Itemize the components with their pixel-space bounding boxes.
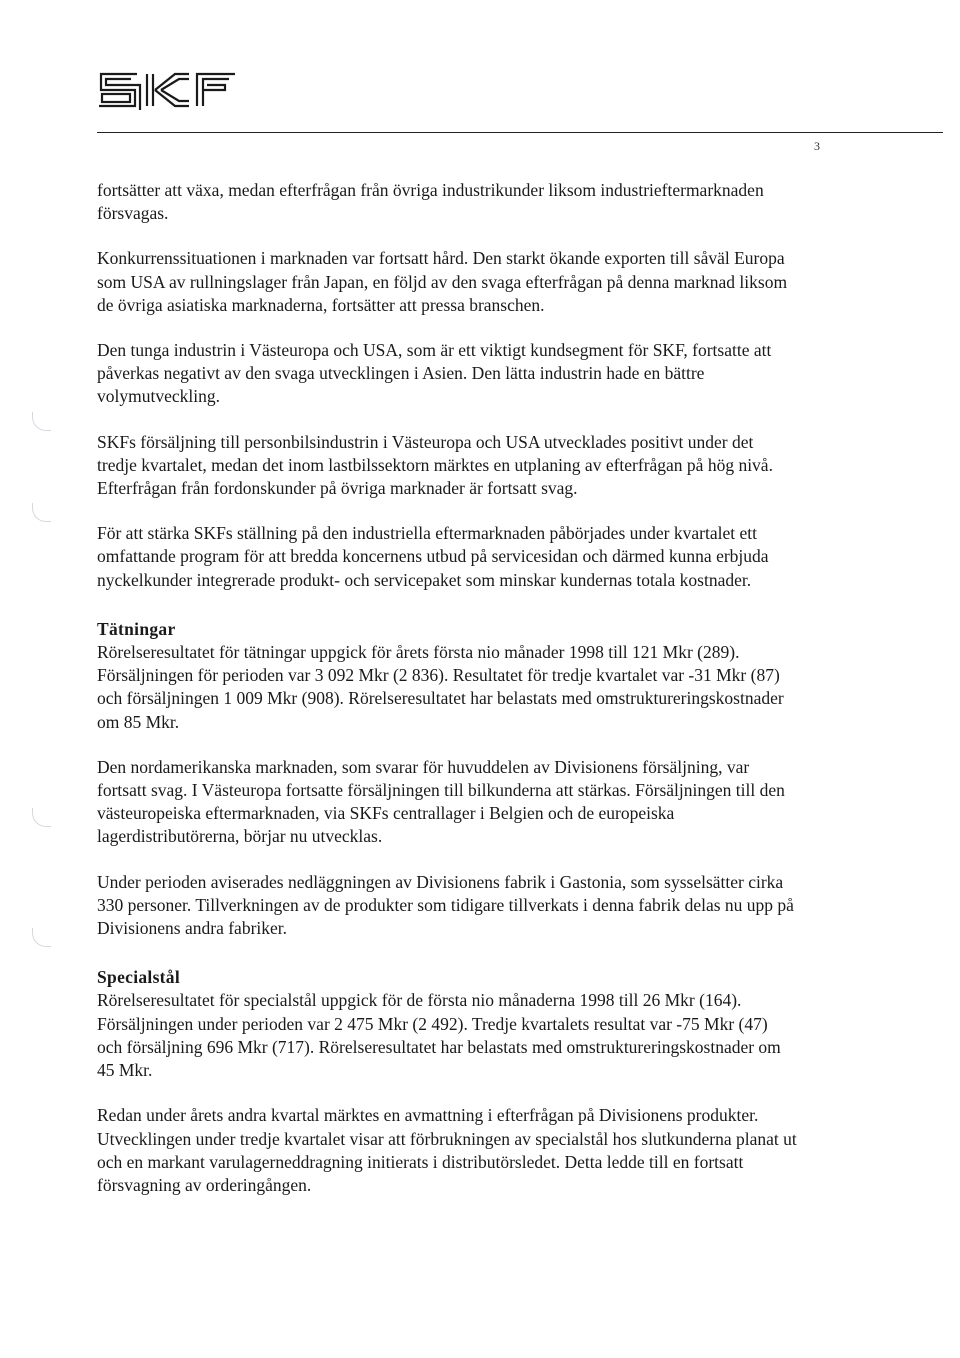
document-body	[97, 179, 797, 1197]
header-rule	[97, 132, 943, 133]
paragraph: fortsätter att växa, medan efterfrågan från övriga industrikunder liksom industrieftermarknaden försvagas.	[97, 180, 764, 224]
paragraph: Rörelseresultatet för specialstål uppgick för de första nio månaderna 1998 till 26 Mkr (164). Försäljningen under perioden var 2 475 Mkr (2 492). Tredje kvartalets resultat var -75 Mkr (47) och försäljning 696 Mkr (717). Rörelseresultatet har belastats med omstruktureringskostnader om 45 Mkr.	[97, 990, 781, 1081]
logo-text: SKF	[167, 96, 169, 97]
punch-hole-mark	[32, 808, 51, 827]
paragraph: Rörelseresultatet för tätningar uppgick för årets första nio månader 1998 till 121 Mkr (289). Försäljningen för perioden var 3 092 Mkr (2 836). Resultatet för tredje kvartalet var -31 Mkr (87) och försäljningen 1 009 Mkr (908). Rörelseresultatet har belastats med omstruktureringskostnader om 85 Mkr.	[97, 642, 784, 732]
section-heading-tatningar: Tätningar	[97, 618, 176, 639]
paragraph: SKFs försäljning till personbilsindustrin i Västeuropa och USA utvecklades positivt under det tredje kvartalet, medan det inom lastbilssektorn märktes en utplaning av efterfrågan på hög nivå. Efterfrågan från fordonskunder på övriga marknader är fortsatt svag.	[97, 431, 773, 499]
punch-hole-mark	[32, 503, 51, 522]
paragraph: För att stärka SKFs ställning på den industriella eftermarknaden påbörjades under kvartalet ett omfattande program för att bredda koncernens utbud på servicesidan och därmed kunna erbjuda nyckelkunder integrerade produkt- och servicepaket som minskar kundernas totala kostnader.	[97, 523, 769, 590]
skf-logo	[97, 70, 237, 110]
punch-hole-mark	[32, 928, 51, 947]
section-heading-specialstal: Specialstål	[97, 967, 181, 988]
punch-hole-mark	[32, 412, 51, 431]
paragraph: Redan under årets andra kvartal märktes en avmattning i efterfrågan på Divisionens produkter. Utvecklingen under tredje kvartalet visar att förbrukningen av specialstål hos slutkunderna planat ut och en markant varulagerneddragning initierats i distributörsledet. Detta ledde till en fortsatt försvagning av orderingången.	[97, 1105, 797, 1195]
paragraph: Den tunga industrin i Västeuropa och USA, som är ett viktigt kundsegment för SKF, fortsatte att påverkas negativt av den svaga utvecklingen i Asien. Den lätta industrin hade en bättre volymutveckling.	[97, 340, 772, 407]
paragraph: Konkurrenssituationen i marknaden var fortsatt hård. Den starkt ökande exporten till såväl Europa som USA av rullningslager från Japan, en följd av den svaga efterfrågan på denna marknad liksom de övriga asiatiska marknaderna, fortsätter att pressa branschen.	[97, 248, 788, 315]
paragraph: Under perioden aviserades nedläggningen av Divisionens fabrik i Gastonia, som sysselsätter cirka 330 personer. Tillverkningen av de produkter som tidigare tillverkats i denna fabrik delas nu upp på Divisionens andra fabriker.	[97, 871, 794, 939]
skf-logo-graphic	[97, 70, 237, 110]
paragraph: Den nordamerikanska marknaden, som svarar för huvuddelen av Divisionens försäljning, var fortsatt svag. I Västeuropa fortsatte försäljningen till bilkunderna att stärkas. Försäljningen till den västeuropeiska eftermarknaden, via SKFs centrallager i Belgien och de europeiska lagerdistributörerna, börjar nu utvecklas.	[97, 756, 785, 847]
page-number: 3	[814, 139, 820, 153]
